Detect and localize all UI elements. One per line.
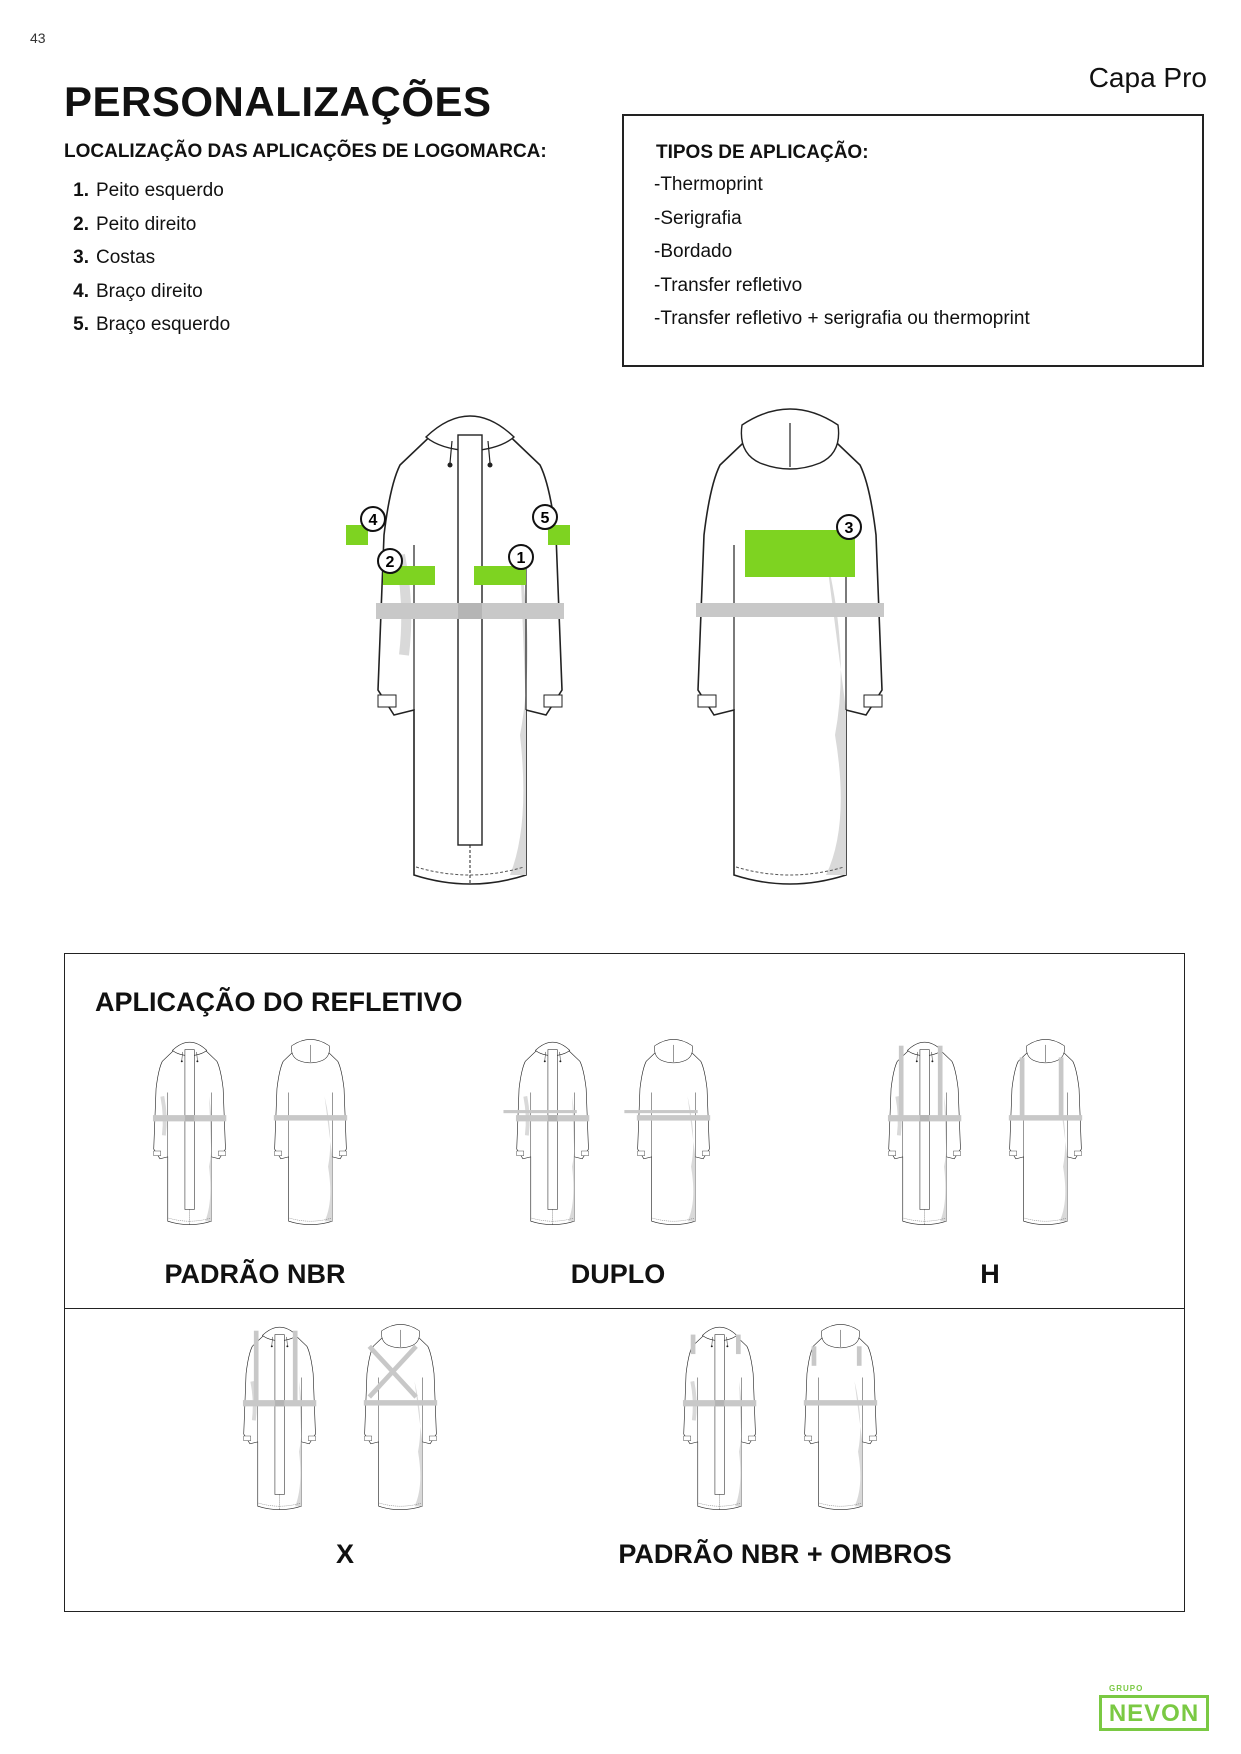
grupo-nevon-logo [1097,1684,1215,1736]
application-types-heading: TIPOS DE APLICAÇÃO: [656,142,869,163]
variant-x-illustration [225,1319,465,1519]
svg-text:5: 5 [540,510,550,527]
logo-wordmark: NEVON [1108,1700,1200,1727]
application-types-list [654,174,1030,342]
logo-grupo-text: GRUPO [1109,1684,1144,1693]
location-item: 4. Braço direito [73,280,203,302]
location-item: 2. Peito direito [73,213,197,235]
reflective-divider [65,1308,1184,1309]
marker-2 [378,549,402,573]
reflective-heading: APLICAÇÃO DO REFLETIVO [95,987,463,1017]
marker-4 [361,507,385,531]
marker-3 [837,515,861,539]
svg-text:2: 2 [385,554,395,571]
location-item: 3. Costas [73,247,156,268]
variant-h-label: H [980,1259,1000,1289]
variant-padrao-nbr-label: PADRÃO NBR [164,1259,346,1289]
locations-list [64,180,230,348]
marker-1 [509,545,533,569]
application-type-item: -Thermoprint [654,174,763,195]
reflective-application-box [64,953,1185,1612]
variant-duplo-illustration [498,1034,738,1234]
svg-text:1: 1 [516,550,526,567]
logo-frame [1099,1695,1209,1731]
svg-text:3: 3 [844,520,854,537]
variant-duplo-label: DUPLO [570,1259,666,1289]
page-number: 43 [30,30,46,46]
placement-area-back [745,530,855,577]
application-type-item: -Bordado [654,241,733,262]
raincoat-back [696,409,884,884]
page-title: PERSONALIZAÇÕES [64,78,492,125]
variant-padrao-nbr-ombros-illustration [665,1319,905,1519]
locations-heading: LOCALIZAÇÃO DAS APLICAÇÕES DE LOGOMARCA: [64,141,547,162]
application-type-item: -Serigrafia [654,207,742,229]
variant-h-illustration [870,1034,1110,1234]
raincoat-front [376,416,564,884]
variant-x-label: X [335,1539,354,1569]
variant-padrao-nbr-ombros-label: PADRÃO NBR + OMBROS [618,1539,952,1569]
svg-text:4: 4 [368,512,378,529]
application-type-item: -Transfer refletivo + serigrafia ou thermoprint [654,308,1030,329]
location-item: 1. Peito esquerdo [73,180,224,201]
raincoat-technical-drawing [320,405,940,910]
location-item: 5. Braço esquerdo [73,314,231,335]
marker-5 [533,505,557,529]
product-name: Capa Pro [1088,62,1207,93]
variant-padrao-nbr-illustration [135,1034,375,1234]
application-types-box [622,114,1204,367]
application-type-item: -Transfer refletivo [654,274,803,296]
